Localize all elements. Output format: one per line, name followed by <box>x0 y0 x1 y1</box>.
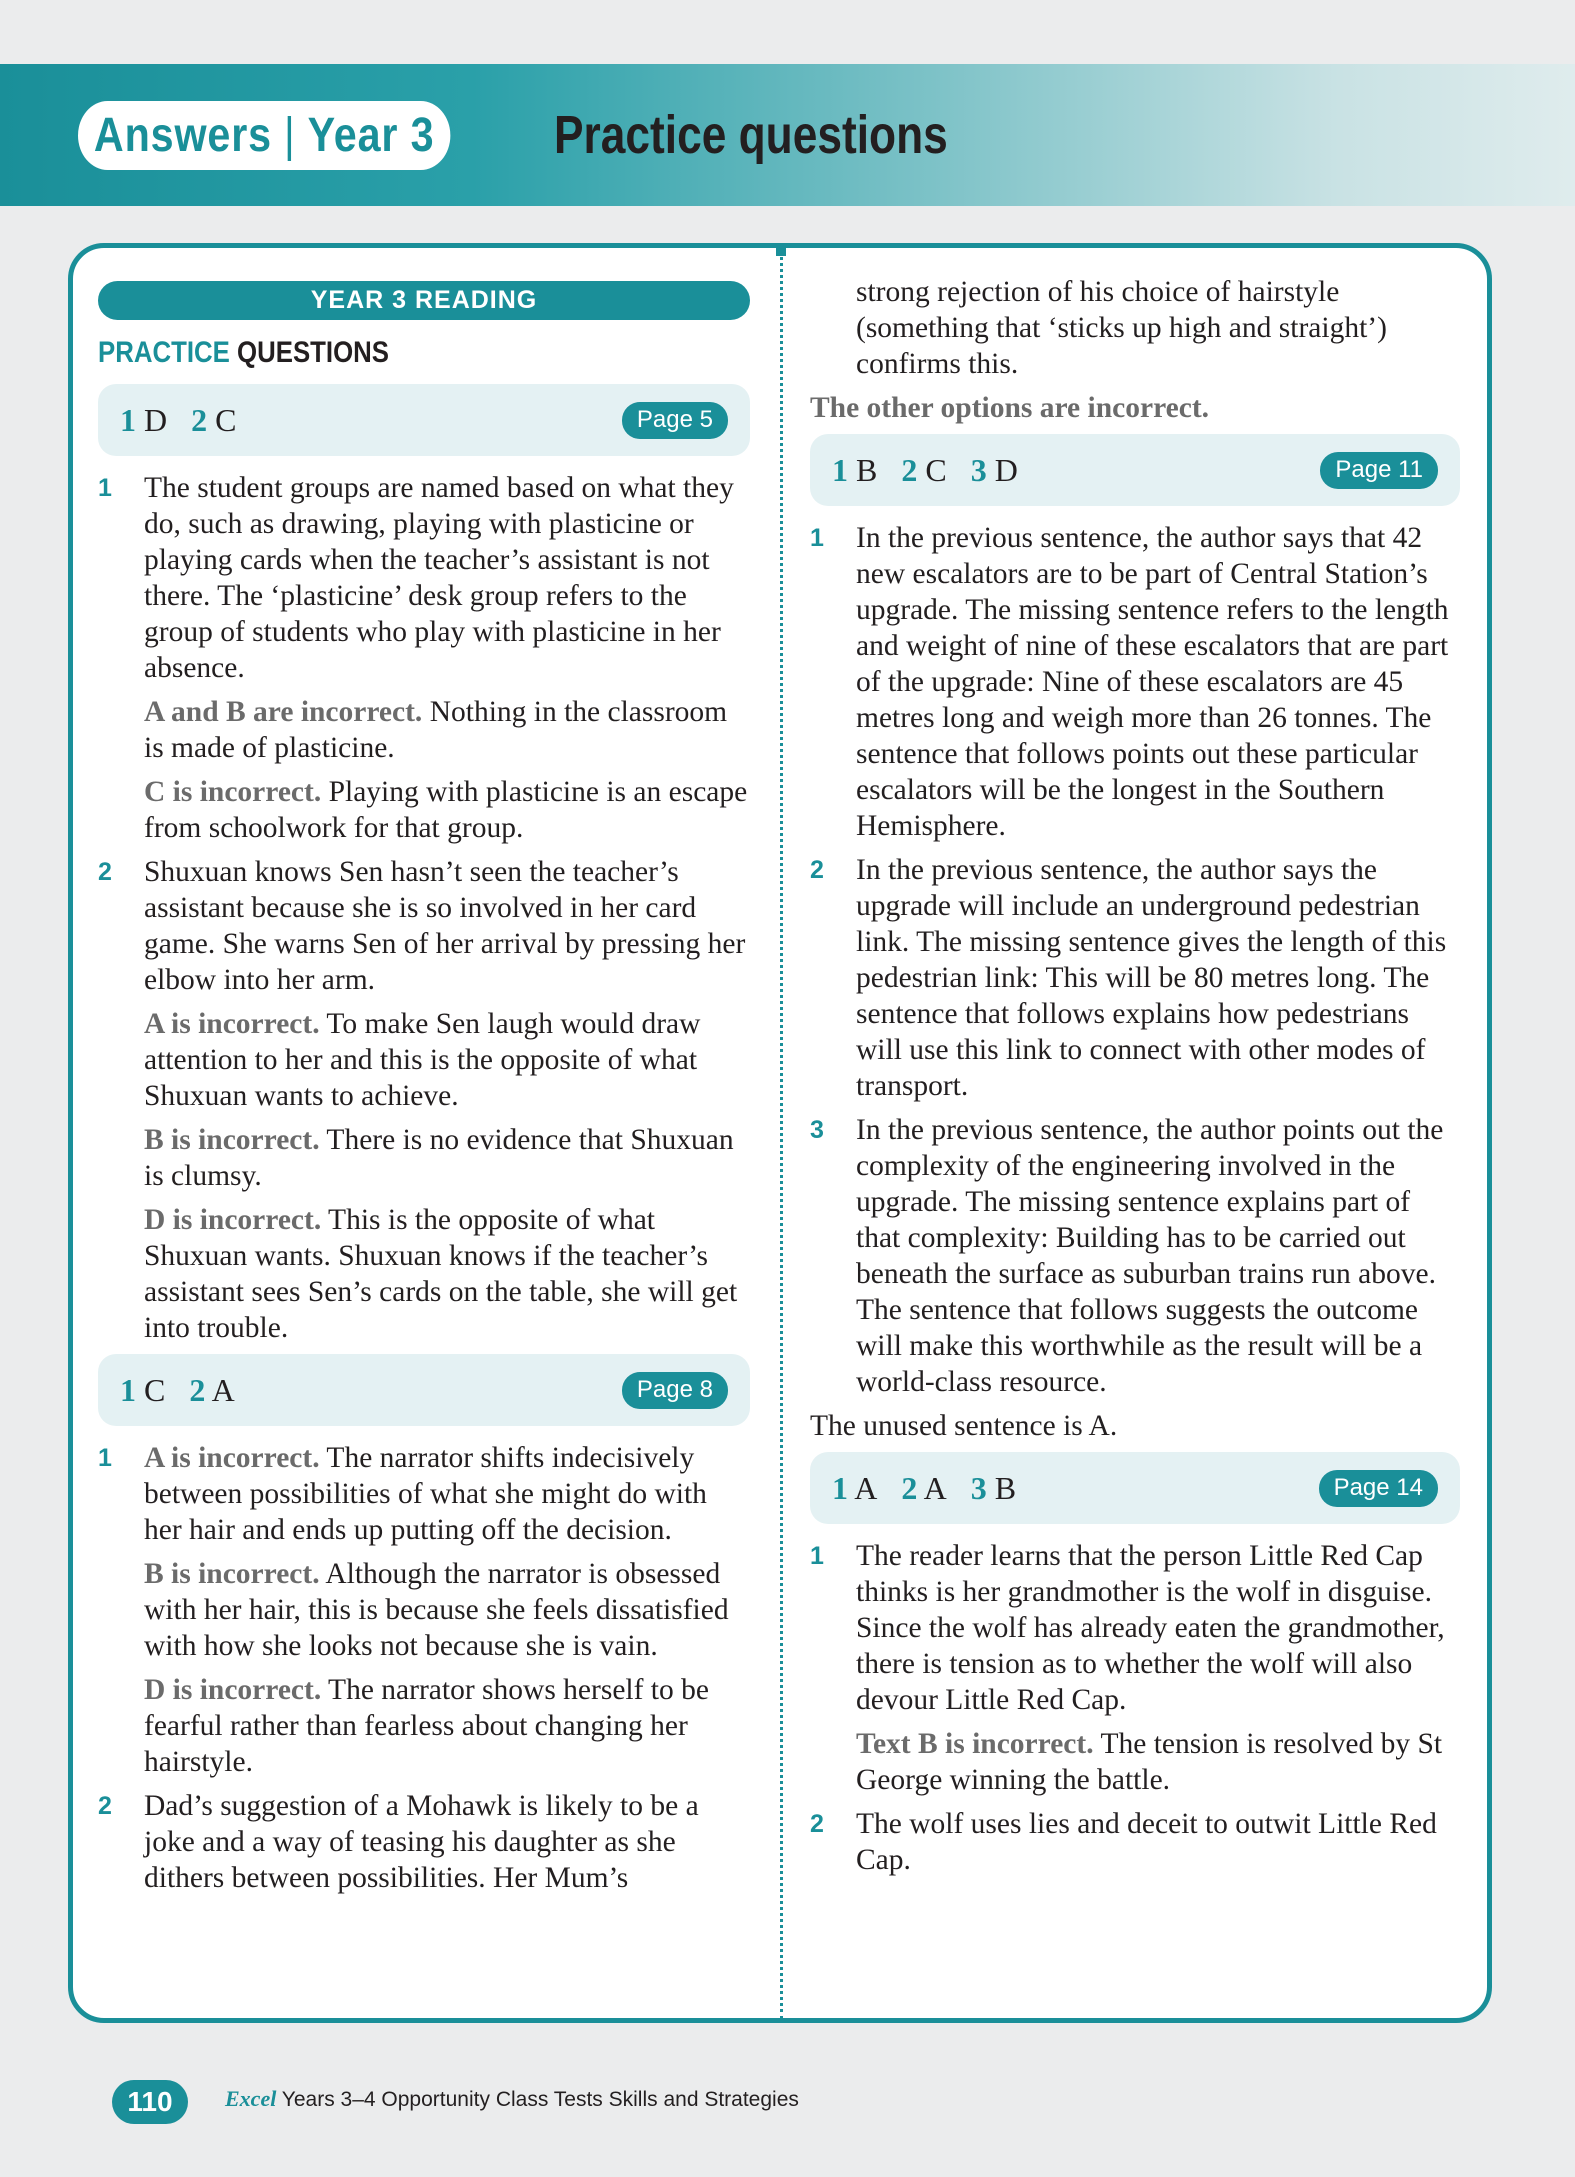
incorrect-lead: B is incorrect. <box>144 1124 320 1156</box>
answer-letter: D <box>994 451 1018 488</box>
subheading-practice: PRACTICE <box>98 336 230 369</box>
incorrect-option-note <box>144 1556 750 1664</box>
answer-letter: A <box>854 1469 878 1506</box>
explanation-body <box>856 520 1460 844</box>
answer-number: 2 <box>901 1469 918 1506</box>
explanation-body <box>144 470 750 846</box>
incorrect-option-note <box>144 1006 750 1114</box>
answer-number: 1 <box>120 1371 136 1408</box>
explanation-text: In the previous sentence, the author points out the complexity of the engineering involved in the upgrade. The missing sentence explains part of that complexity: Building has to be carried out beneath the surface as suburban trains run above. The sentence that follows suggests the outcome will make this worthwhile as the result will be a world-class resource. <box>856 1114 1444 1398</box>
footer-brand: Excel <box>225 2086 277 2111</box>
answer-explanation <box>810 1112 1460 1400</box>
answer-number: 2 <box>901 451 918 488</box>
answer-letter: C <box>144 1371 166 1408</box>
answer-number: 2 <box>189 1371 206 1408</box>
answer-key-box <box>98 384 750 456</box>
footer-title <box>225 2086 799 2112</box>
answer-key-box <box>98 1354 750 1426</box>
incorrect-reason: To make Sen laugh would draw attention to her and this is the opposite of what Shuxuan wants to achieve. <box>144 1008 701 1112</box>
explanation-continued: strong rejection of his choice of hairstyle (something that ‘sticks up high and straight’) confirms this. <box>856 276 1387 380</box>
answer-letter: A <box>211 1371 235 1408</box>
incorrect-lead: A is incorrect. <box>144 1008 320 1040</box>
explanation-body <box>144 1788 750 1896</box>
page-title: Practice questions <box>554 105 948 165</box>
explanation-text: In the previous sentence, the author says the upgrade will include an underground pedestrian link. The missing sentence gives the length of this pedestrian link: This will be 80 metres long. The sentence that follows explains how pedestrians will use this link to connect with other modes of transport. <box>856 854 1447 1102</box>
incorrect-reason: The narrator shows herself to be fearful rather than fearless about changing her hairstyle. <box>144 1674 709 1778</box>
question-number: 2 <box>98 1792 112 1820</box>
answer-explanation <box>810 520 1460 844</box>
question-number: 2 <box>810 1810 824 1838</box>
answer-explanation <box>98 470 750 846</box>
question-number: 2 <box>810 856 824 884</box>
answer-key-box <box>810 1452 1460 1524</box>
footer-book-title: Years 3–4 Opportunity Class Tests Skills and Strategies <box>276 2088 799 2111</box>
question-number: 1 <box>810 524 824 552</box>
question-number: 2 <box>98 858 112 886</box>
explanation-body <box>856 1806 1460 1878</box>
explanation-body <box>856 1538 1460 1798</box>
incorrect-option-note <box>144 1202 750 1346</box>
subheading-questions: QUESTIONS <box>229 336 390 369</box>
incorrect-reason: The tension is resolved by St George winning the battle. <box>856 1728 1443 1796</box>
explanation-body <box>144 1440 750 1780</box>
page-badge: Page 14 <box>1319 1470 1438 1507</box>
answer-explanation <box>810 852 1460 1104</box>
header-pill-separator: | <box>284 109 296 162</box>
unused-sentence-note: The unused sentence is A. <box>810 1410 1118 1442</box>
answer-number: 1 <box>832 451 848 488</box>
incorrect-lead: A and B are incorrect. <box>144 696 423 728</box>
answer-letter: C <box>215 401 237 438</box>
incorrect-option-note <box>144 1440 750 1548</box>
question-number: 1 <box>98 474 112 502</box>
column-divider <box>780 250 783 2020</box>
answer-letter: A <box>923 1469 947 1506</box>
explanation-text: Dad’s suggestion of a Mohawk is likely to be a joke and a way of teasing his daughter as she dithers between possibilities. Her Mum’s <box>144 1790 699 1894</box>
answer-number: 3 <box>970 451 987 488</box>
answer-key <box>120 402 252 439</box>
answer-explanation <box>810 1806 1460 1878</box>
explanation-body <box>144 854 750 1346</box>
page-badge: Page 11 <box>1320 452 1438 489</box>
right-column <box>810 274 1460 1886</box>
answer-number: 2 <box>191 401 208 438</box>
incorrect-reason: There is no evidence that Shuxuan is clumsy. <box>144 1124 734 1192</box>
incorrect-option-note <box>856 1726 1460 1798</box>
answer-number: 1 <box>120 401 136 438</box>
section-bar: YEAR 3 READING <box>98 281 750 320</box>
incorrect-option-note <box>144 694 750 766</box>
explanation-text: The wolf uses lies and deceit to outwit Little Red Cap. <box>856 1808 1437 1876</box>
answer-explanation <box>810 1538 1460 1798</box>
incorrect-lead: C is incorrect. <box>144 776 322 808</box>
header-pill-year: Year 3 <box>307 109 435 162</box>
answer-key-box <box>810 434 1460 506</box>
incorrect-reason: The narrator shifts indecisively between possibilities of what she might do with her hair and ends up putting off the decision. <box>144 1442 707 1546</box>
question-number: 1 <box>810 1542 824 1570</box>
incorrect-lead: D is incorrect. <box>144 1204 322 1236</box>
page-badge: Page 8 <box>622 1372 728 1409</box>
answer-key <box>832 452 1034 489</box>
explanation-body <box>856 852 1460 1104</box>
incorrect-lead: B is incorrect. <box>144 1558 320 1590</box>
incorrect-lead: A is incorrect. <box>144 1442 320 1474</box>
answer-key <box>120 1372 251 1409</box>
answer-explanation <box>98 854 750 1346</box>
incorrect-reason: Although the narrator is obsessed with her hair, this is because she feels dissatisfied with how she looks not because she is vain. <box>144 1558 729 1662</box>
divider-marker <box>776 246 786 256</box>
incorrect-lead: D is incorrect. <box>144 1674 322 1706</box>
answer-number: 1 <box>832 1469 848 1506</box>
answer-key <box>832 1470 1032 1507</box>
explanation-text: In the previous sentence, the author says that 42 new escalators are to be part of Central Station’s upgrade. The missing sentence refers to the length and weight of nine of these escalators that are part of the upgrade: Nine of these escalators are 45 metres long and weigh more than 26 tonnes. The sentence that follows points out these particular escalators will be the longest in the Southern Hemisphere. <box>856 522 1449 842</box>
incorrect-option-note <box>144 774 750 846</box>
incorrect-option-note <box>144 1122 750 1194</box>
question-number: 3 <box>810 1116 824 1144</box>
page-badge: Page 5 <box>622 402 728 439</box>
question-number: 1 <box>98 1444 112 1472</box>
page-number: 110 <box>112 2080 188 2124</box>
explanation-text: Shuxuan knows Sen hasn’t seen the teacher’s assistant because she is so involved in her card game. She warns Sen of her arrival by pressing her elbow into her arm. <box>144 856 746 996</box>
incorrect-reason: Playing with plasticine is an escape from schoolwork for that group. <box>144 776 748 844</box>
explanation-text: The reader learns that the person Little Red Cap thinks is her grandmother is the wolf in disguise. Since the wolf has already eaten the grandmother, there is tension as to whether the wolf will also devour Little Red Cap. <box>856 1540 1445 1716</box>
answer-number: 3 <box>970 1469 987 1506</box>
answer-letter: B <box>994 1469 1017 1506</box>
incorrect-option-note <box>144 1672 750 1780</box>
header-pill <box>78 101 450 170</box>
answer-explanation <box>98 1788 750 1896</box>
answer-explanation <box>98 1440 750 1780</box>
left-column <box>98 281 750 1904</box>
answer-letter: C <box>925 451 947 488</box>
other-options-note: The other options are incorrect. <box>810 392 1210 424</box>
incorrect-reason: This is the opposite of what Shuxuan wants. Shuxuan knows if the teacher’s assistant sees Sen’s cards on the table, she will get into trouble. <box>144 1204 738 1344</box>
answer-letter: D <box>144 401 168 438</box>
section-subheading <box>98 336 659 370</box>
explanation-text: The student groups are named based on what they do, such as drawing, playing with plasticine or playing cards when the teacher’s assistant is not there. The ‘plasticine’ desk group refers to the group of students who play with plasticine in her absence. <box>144 472 734 684</box>
incorrect-lead: Text B is incorrect. <box>856 1728 1094 1760</box>
answer-letter: B <box>856 451 878 488</box>
explanation-body <box>856 1112 1460 1400</box>
incorrect-reason: Nothing in the classroom is made of plasticine. <box>144 696 728 764</box>
header-pill-answers: Answers <box>93 109 272 162</box>
